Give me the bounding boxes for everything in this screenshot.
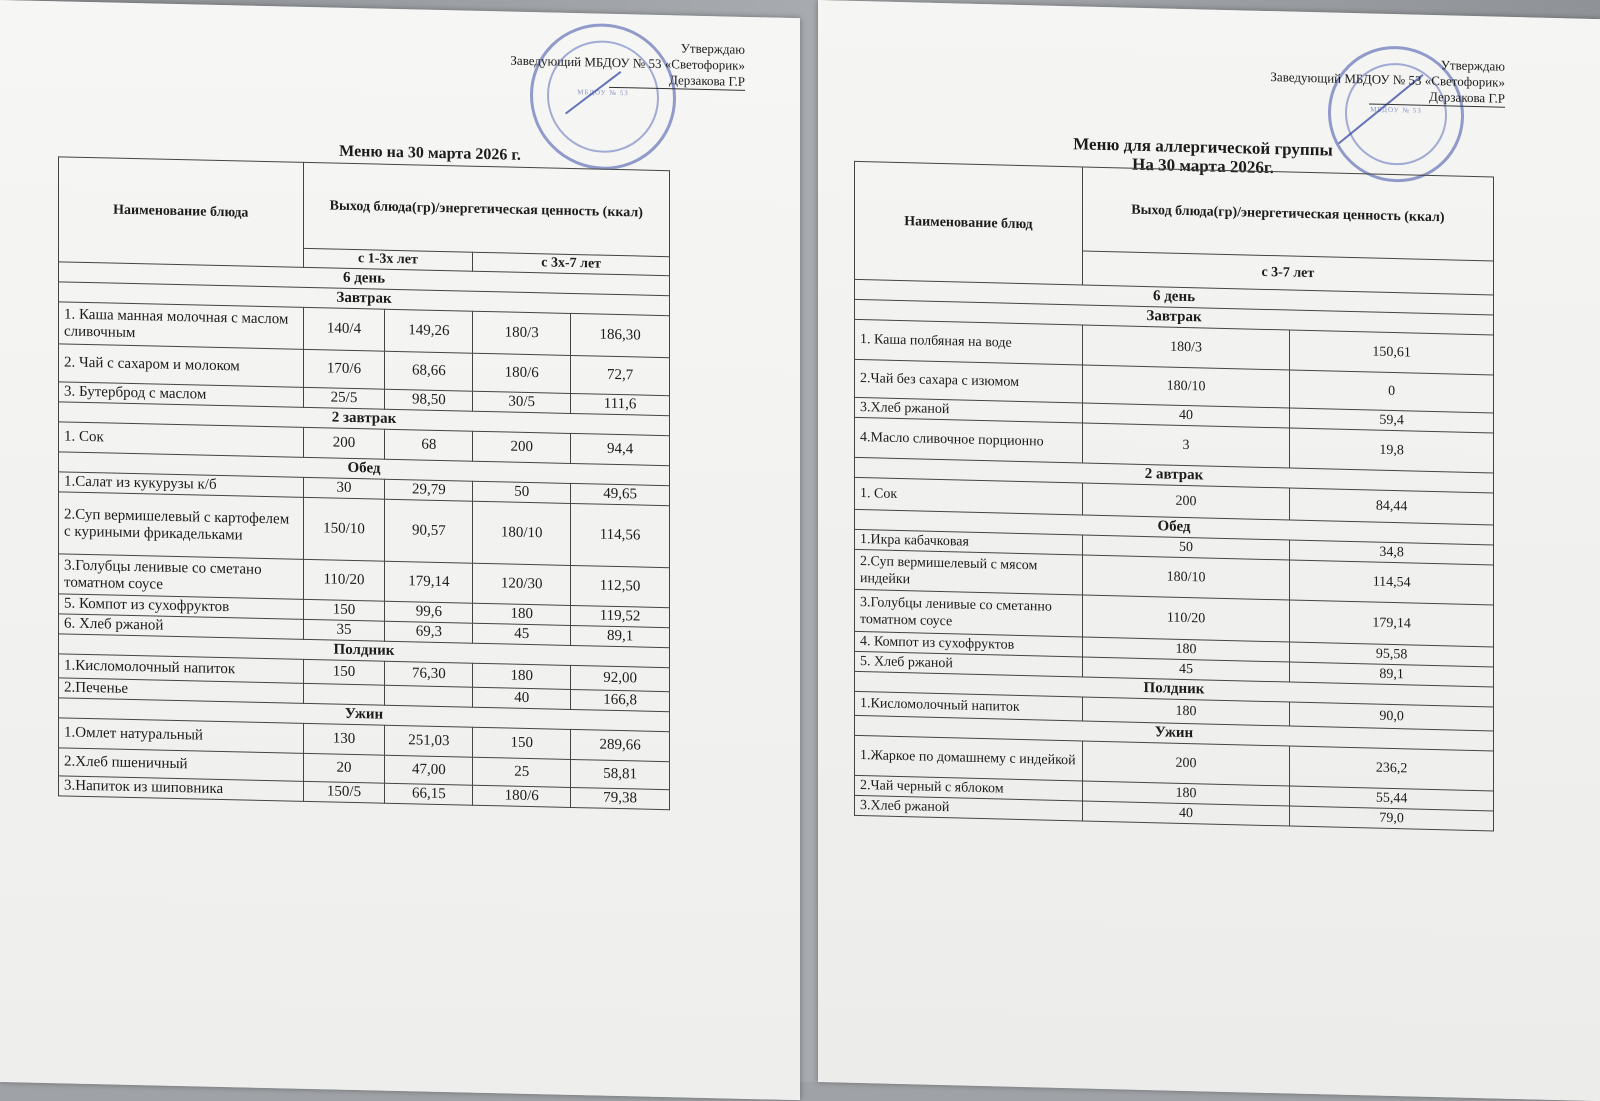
value-cell: 45: [1082, 657, 1290, 682]
value-cell: 180/10: [1082, 555, 1290, 600]
value-cell: 180/6: [473, 785, 571, 807]
meal-section-title: Завтрак: [855, 299, 1494, 335]
menu-title-line-1: Меню для аллергической группы: [1073, 134, 1333, 160]
value-cell: 180/3: [1082, 325, 1290, 370]
value-cell: 47,00: [385, 755, 473, 785]
dish-name-cell: 1. Сок: [855, 477, 1083, 515]
value-cell: 25: [473, 757, 571, 787]
value-cell: 19,8: [1290, 428, 1494, 473]
value-cell: 179,14: [385, 561, 473, 603]
value-cell: 114,54: [1290, 560, 1494, 605]
dish-name-cell: 1.Жаркое по домашнему с индейкой: [855, 735, 1083, 781]
dish-name-cell: 2.Хлеб пшеничный: [59, 748, 304, 782]
header-output: Выход блюда(гр)/энергетическая ценность (ккал): [303, 162, 669, 256]
approval-line-2: Заведующий МБДОУ № 53 «Светофорик»: [1270, 69, 1505, 90]
meal-section-title: Ужин: [855, 715, 1494, 751]
value-cell: 0: [1290, 370, 1494, 413]
dish-name-cell: 3.Напиток из шиповника: [59, 776, 304, 802]
value-cell: 40: [1082, 403, 1290, 428]
meal-section-title: Обед: [855, 509, 1494, 545]
day-label: 6 день: [59, 262, 670, 296]
approval-line-1: Утверждаю: [1440, 57, 1505, 74]
value-cell: 110/20: [303, 559, 385, 601]
dish-name-cell: 2.Суп вермишелевый с мясом индейки: [855, 549, 1083, 595]
value-cell: 30: [303, 477, 385, 499]
value-cell: 112,50: [571, 565, 670, 607]
value-cell: 79,38: [571, 787, 670, 809]
value-cell: 45: [473, 623, 571, 645]
header-dish-name: Наименование блюда: [59, 157, 304, 268]
value-cell: 111,6: [571, 393, 670, 415]
value-cell: 251,03: [385, 725, 473, 757]
value-cell: [303, 683, 385, 705]
official-seal-stamp: МБДОУ № 53: [530, 22, 676, 171]
value-cell: 180: [1082, 697, 1290, 726]
value-cell: 149,26: [385, 309, 473, 353]
value-cell: 119,52: [571, 605, 670, 627]
dish-name-cell: 4.Масло сливочное порционно: [855, 417, 1083, 463]
value-cell: 20: [303, 753, 385, 783]
value-cell: 180/10: [1082, 365, 1290, 408]
value-cell: 150,61: [1290, 330, 1494, 375]
menu-title: Меню на 30 марта 2026 г.: [339, 142, 521, 164]
dish-name-cell: 1.Кисломолочный напиток: [59, 654, 304, 684]
menu-table-allergy: [854, 161, 1494, 832]
value-cell: 35: [303, 619, 385, 641]
dish-name-cell: 1.Омлет натуральный: [59, 718, 304, 754]
approval-block: [510, 37, 745, 91]
dish-name-cell: 2. Чай с сахаром и молоком: [59, 344, 304, 388]
value-cell: 200: [1082, 741, 1290, 786]
value-cell: 180/10: [473, 501, 571, 565]
value-cell: 59,4: [1290, 408, 1494, 433]
value-cell: 200: [303, 427, 385, 459]
value-cell: 130: [303, 723, 385, 755]
value-cell: 95,58: [1290, 642, 1494, 667]
value-cell: 84,44: [1290, 488, 1494, 525]
meal-section-title: Завтрак: [59, 282, 670, 316]
value-cell: 89,1: [571, 625, 670, 647]
value-cell: 150/5: [303, 781, 385, 803]
menu-table-body: [59, 262, 670, 810]
value-cell: 98,50: [385, 389, 473, 411]
meal-section-title: Ужин: [59, 698, 670, 732]
value-cell: 89,1: [1290, 662, 1494, 687]
dish-name-cell: 4. Компот из сухофруктов: [855, 631, 1083, 657]
value-cell: 50: [1082, 535, 1290, 560]
value-cell: 40: [1082, 801, 1290, 826]
approval-line-2: Заведующий МБДОУ № 53 «Светофорик»: [510, 52, 745, 73]
header-output: Выход блюда(гр)/энергетическая ценность (ккал): [1082, 167, 1493, 261]
day-label: 6 день: [855, 279, 1494, 315]
value-cell: 140/4: [303, 307, 385, 351]
approval-line-1: Утверждаю: [680, 40, 745, 57]
value-cell: 150: [473, 727, 571, 759]
value-cell: [385, 685, 473, 707]
value-cell: 180: [1082, 637, 1290, 662]
value-cell: 79,0: [1290, 806, 1494, 831]
approval-line-3: Дерзакова Г.Р: [1369, 87, 1505, 107]
value-cell: 90,57: [385, 499, 473, 563]
value-cell: 236,2: [1290, 746, 1494, 791]
value-cell: 94,4: [571, 433, 670, 465]
value-cell: 114,56: [571, 503, 670, 567]
dish-name-cell: 3.Голубцы ленивые со сметанно томатном соусе: [855, 589, 1083, 637]
value-cell: 30/5: [473, 391, 571, 413]
value-cell: 110/20: [1082, 595, 1290, 642]
value-cell: 72,7: [571, 355, 670, 395]
dish-name-cell: 1.Икра кабачковая: [855, 529, 1083, 555]
approval-line-3: Дерзакова Г.Р: [609, 71, 745, 91]
value-cell: 50: [473, 481, 571, 503]
dish-name-cell: 1.Кисломолочный напиток: [855, 691, 1083, 721]
meal-section-title: 2 завтрак: [59, 402, 670, 436]
value-cell: 200: [1082, 483, 1290, 520]
dish-name-cell: 2.Печенье: [59, 678, 304, 704]
value-cell: 92,00: [571, 665, 670, 691]
value-cell: 55,44: [1290, 786, 1494, 811]
value-cell: 180: [473, 663, 571, 689]
meal-section-title: 2 автрак: [855, 457, 1494, 493]
dish-name-cell: 1. Каша манная молочная с маслом сливочным: [59, 302, 304, 350]
dish-name-cell: 5. Компот из сухофруктов: [59, 594, 304, 620]
dish-name-cell: 3.Хлеб ржаной: [855, 397, 1083, 423]
header-dish-name: Наименование блюд: [855, 161, 1083, 285]
dish-name-cell: 1. Сок: [59, 422, 304, 458]
dish-name-cell: 3.Голубцы ленивые со сметано томатном соусе: [59, 554, 304, 600]
dish-name-cell: 2.Суп вермишелевый с картофелем с куриными фрикадельками: [59, 492, 304, 560]
approval-block: [1270, 53, 1505, 108]
dish-name-cell: 6. Хлеб ржаной: [59, 614, 304, 640]
value-cell: 180/3: [473, 311, 571, 355]
dish-name-cell: 1.Салат из кукурузы к/б: [59, 472, 304, 498]
dish-name-cell: 2.Чай без сахара с изюмом: [855, 359, 1083, 403]
header-age-1-3: с 1-3х лет: [303, 248, 473, 271]
dish-name-cell: 3. Бутерброд с маслом: [59, 382, 304, 408]
value-cell: 68: [385, 429, 473, 461]
value-cell: 170/6: [303, 349, 385, 389]
dish-name-cell: 5. Хлеб ржаной: [855, 651, 1083, 677]
value-cell: 180/6: [473, 353, 571, 393]
value-cell: 186,30: [571, 313, 670, 357]
value-cell: 76,30: [385, 661, 473, 687]
value-cell: 34,8: [1290, 540, 1494, 565]
value-cell: 99,6: [385, 601, 473, 623]
value-cell: 166,8: [571, 689, 670, 711]
value-cell: 150/10: [303, 497, 385, 561]
dish-name-cell: 1. Каша полбяная на воде: [855, 319, 1083, 365]
menu-sheet-allergy: [818, 0, 1600, 1101]
value-cell: 58,81: [571, 759, 670, 789]
value-cell: 69,3: [385, 621, 473, 643]
value-cell: 150: [303, 659, 385, 685]
meal-section-title: Обед: [59, 452, 670, 486]
menu-title-line-2: На 30 марта 2026г.: [1132, 154, 1274, 178]
value-cell: 25/5: [303, 387, 385, 409]
value-cell: 120/30: [473, 563, 571, 605]
value-cell: 179,14: [1290, 600, 1494, 647]
value-cell: 3: [1082, 423, 1290, 468]
meal-section-title: Полдник: [59, 634, 670, 668]
menu-table-general: [58, 156, 670, 810]
header-age-3-7: с 3х-7 лет: [473, 252, 670, 275]
value-cell: 150: [303, 599, 385, 621]
dish-name-cell: 2.Чай черный с яблоком: [855, 775, 1083, 801]
value-cell: 289,66: [571, 729, 670, 761]
value-cell: 49,65: [571, 483, 670, 505]
official-seal-stamp: МБДОУ № 53: [1328, 44, 1464, 183]
value-cell: 66,15: [385, 783, 473, 805]
value-cell: 68,66: [385, 351, 473, 391]
value-cell: 90,0: [1290, 702, 1494, 731]
menu-table-body: [855, 279, 1494, 831]
value-cell: 180: [1082, 781, 1290, 806]
value-cell: 40: [473, 687, 571, 709]
dish-name-cell: 3.Хлеб ржаной: [855, 795, 1083, 821]
value-cell: 200: [473, 431, 571, 463]
header-age-3-7: с 3-7 лет: [1082, 251, 1493, 295]
menu-sheet-general: [0, 0, 800, 1100]
meal-section-title: Полдник: [855, 671, 1494, 707]
value-cell: 29,79: [385, 479, 473, 501]
value-cell: 180: [473, 603, 571, 625]
